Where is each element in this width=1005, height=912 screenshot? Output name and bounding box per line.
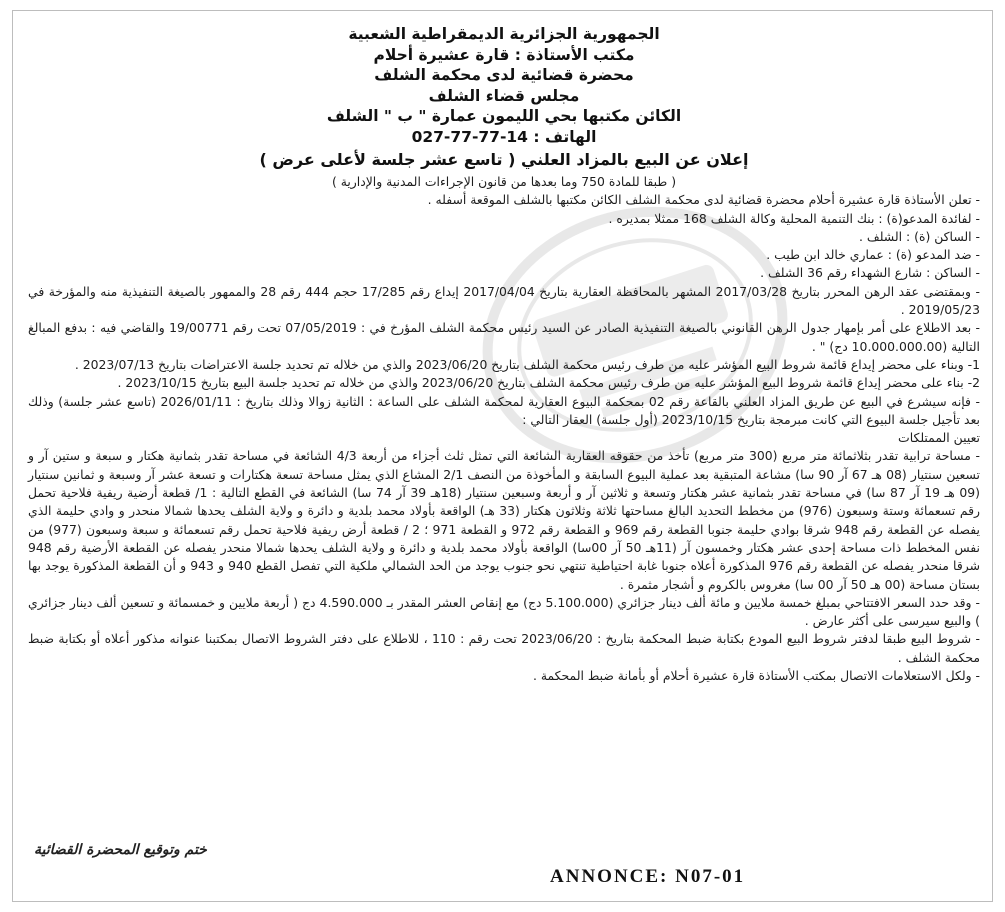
annonce-code: ANNONCE: N07-01 <box>550 866 746 887</box>
legal-basis: ( طبقا للمادة 750 وما بعدها من قانون الإجراءات المدنية والإدارية ) <box>331 174 677 189</box>
body-paragraph: - لفائدة المدعو(ة) : بنك التنمية المحلية وكالة الشلف 168 ممثلا بمديره . <box>608 210 980 226</box>
body-paragraph: 1- وبناء على محضر إيداع قائمة شروط البيع المؤشر عليه من طرف رئيس محكمة الشلف بتاريخ 2023/06/20 والذي من خلاله تم تحديد جلسة الاعتراضات بتاريخ 2023/07/13 . <box>74 356 980 372</box>
signature-label: ختم وتوقيع المحضرة القضائية <box>34 842 207 858</box>
body-paragraph: - الساكن (ة) : الشلف . <box>858 228 980 244</box>
header-address: الكائن مكتبها بحي الليمون عمارة " ب " الشلف <box>326 107 682 125</box>
body-paragraph: - وبمقتضى عقد الرهن المحرر بتاريخ 2017/03/28 المشهر بالمحافظة العقارية بتاريخ 2017/04/04 إيداع رقم 17/285 حجم 444 رقم 28 والممهور بالصيغة التنفيذية منه والمؤرخة في 2019/05/23 . <box>28 283 980 318</box>
body-paragraph: 2- بناء على محضر إيداع قائمة شروط البيع المؤشر عليه من طرف رئيس محكمة الشلف بتاريخ 2023/06/20 والذي من خلاله تم تحديد جلسة البيع بتاريخ 2023/10/15 . <box>117 375 980 391</box>
body-paragraph: - وقد حدد السعر الافتتاحي بمبلغ خمسة ملايين و مائة ألف دينار جزائري (5.100.000 دج) مع إنقاص العشر المقدر بـ 4.590.000 دج ( أربعة ملايين و خمسمائة و تسعين ألف دينار جزائري ) والبيع سيرسى على أكثر عارض . <box>28 594 980 629</box>
body-paragraph: - ضد المدعو (ة) : عماري خالد ابن طيب . <box>766 247 980 263</box>
header-phone: الهاتف : 14-77-77-027 <box>411 127 597 146</box>
announcement-title: إعلان عن البيع بالمزاد العلني ( تاسع عشر جلسة لأعلى عرض ) <box>259 150 749 169</box>
body-paragraph: - الساكن : شارع الشهداء رقم 36 الشلف . <box>760 265 980 281</box>
property-heading: تعيين الممتلكات <box>898 430 980 446</box>
property-description: - مساحة ترابية تقدر بثلاثمائة متر مربع (300 متر مربع) تأخذ من حقوقه العقارية الشائعة التي تمثل ثلث أجزاء من أربعة 4/3 الشائعة في مساحة تقدر بثمانية هكتار و سبعة و ستين آر و تسعين سنتيار (08 هـ 67 آر 90 سا) مشاعة المتبقية بعد عملية البيوع السابقة و المأخوذة من النصف 2/1 المشاع الذي يمثل مساحة تسعة هكتارات و تسعة عشر آر وسبعة و ثمانين سنتيار (09 هـ 19 آر 87 سا) في مساحة تقدر بثمانية عشر هكتار وتسعة و ثلاثين آر و أربعة وسبعين سنتيار (18هـ 39 آر 74 سا) الشائعة في القطع التالية : 1/ قطعة أرضية ريفية فلاحية تحمل رقم تسعمائة وستة وسبعون (976) من مخطط التحديد البالغ مساحتها ثلاثة وثلاثون هكتار (33 هـ) الواقعة بأولاد محمد بلدية و دائرة و ولاية الشلف يحدها شمالا منحدر و وادي حليمة الذي يفصله عن القطعة رقم 948 شرقا بوادي حليمة جنوبا القطعة رقم 969 و القطعة رقم 972 و القطعة 971 ؛ 2 / قطعة أرض ريفية فلاحية تحمل رقم تسعمائة و سبعة وسبعون (977) من نفس المخطط ذات مساحة إحدى عشر هكتار وخمسون آر (11هـ 50 آر 00سا) الواقعة بأولاد محمد بلدية و دائرة و ولاية الشلف يحدها شمالا منحدر يفصله عن القطعة الأرضية رقم 948 شرقا منحدر يفصله عن القطعة رقم 976 المذكورة أعلاه جنوبا غابة احتياطية تنتهي نحو جنوب يوجد من الحد الشمالي ملكية التي تفصل القطع 940 و 943 و أن القطعة المذكورة يوجد بها بستان مساحة (00 هـ 50 آر 00 سا) مغروس بالكروم و أشجار مثمرة . <box>28 448 981 592</box>
header-bailiff: محضرة قضائية لدى محكمة الشلف <box>374 66 634 84</box>
document-header <box>28 24 980 147</box>
body-paragraph: - بعد الاطلاع على أمر بإمهار جدول الرهن القانوني بالصيغة التنفيذية الصادر عن السيد رئيس محكمة الشلف المؤرخ في : 07/05/2019 تحت رقم 19/00771 والقاضي فيه : بدفع المبالغ التالية (10.000.000.00 دج) " . <box>28 320 980 354</box>
header-court: مجلس قضاء الشلف <box>428 86 580 105</box>
announcement-body <box>28 173 980 685</box>
body-paragraph: - ولكل الاستعلامات الاتصال بمكتب الأستاذة قارة عشيرة أحلام أو بأمانة ضبط المحكمة . <box>533 668 980 684</box>
header-office: مكتب الأستاذة : قارة عشيرة أحلام <box>373 45 635 64</box>
body-paragraph: - تعلن الأستاذة قارة عشيرة أحلام محضرة قضائية لدى محكمة الشلف الكائن مكتبها بالشلف الموقعة أسفله . <box>427 192 980 208</box>
header-country: الجمهورية الجزائرية الديمقراطية الشعبية <box>348 25 660 43</box>
body-paragraph: - فإنه سيشرع في البيع عن طريق المزاد العلني بالقاعة رقم 02 بمحكمة البيوع العقارية لمحكمة الشلف على الساعة : الثانية زوالا وذلك بتاريخ : 2026/01/11 (تاسع عشر جلسة) وذلك بعد تأجيل جلسة البيوع التي كانت مبرمجة بتاريخ 2023/10/15 (أول جلسة) العقار التالي : <box>28 393 980 427</box>
body-paragraph: - شروط البيع طبقا لدفتر شروط البيع المودع بكتابة ضبط المحكمة بتاريخ : 2023/06/20 تحت رقم : 110 ، للاطلاع على دفتر الشروط الاتصال بمكتبنا عنوانه مذكور أعلاه أو بكتابة ضبط محكمة الشلف . <box>28 631 980 665</box>
announcement-document <box>28 24 980 685</box>
